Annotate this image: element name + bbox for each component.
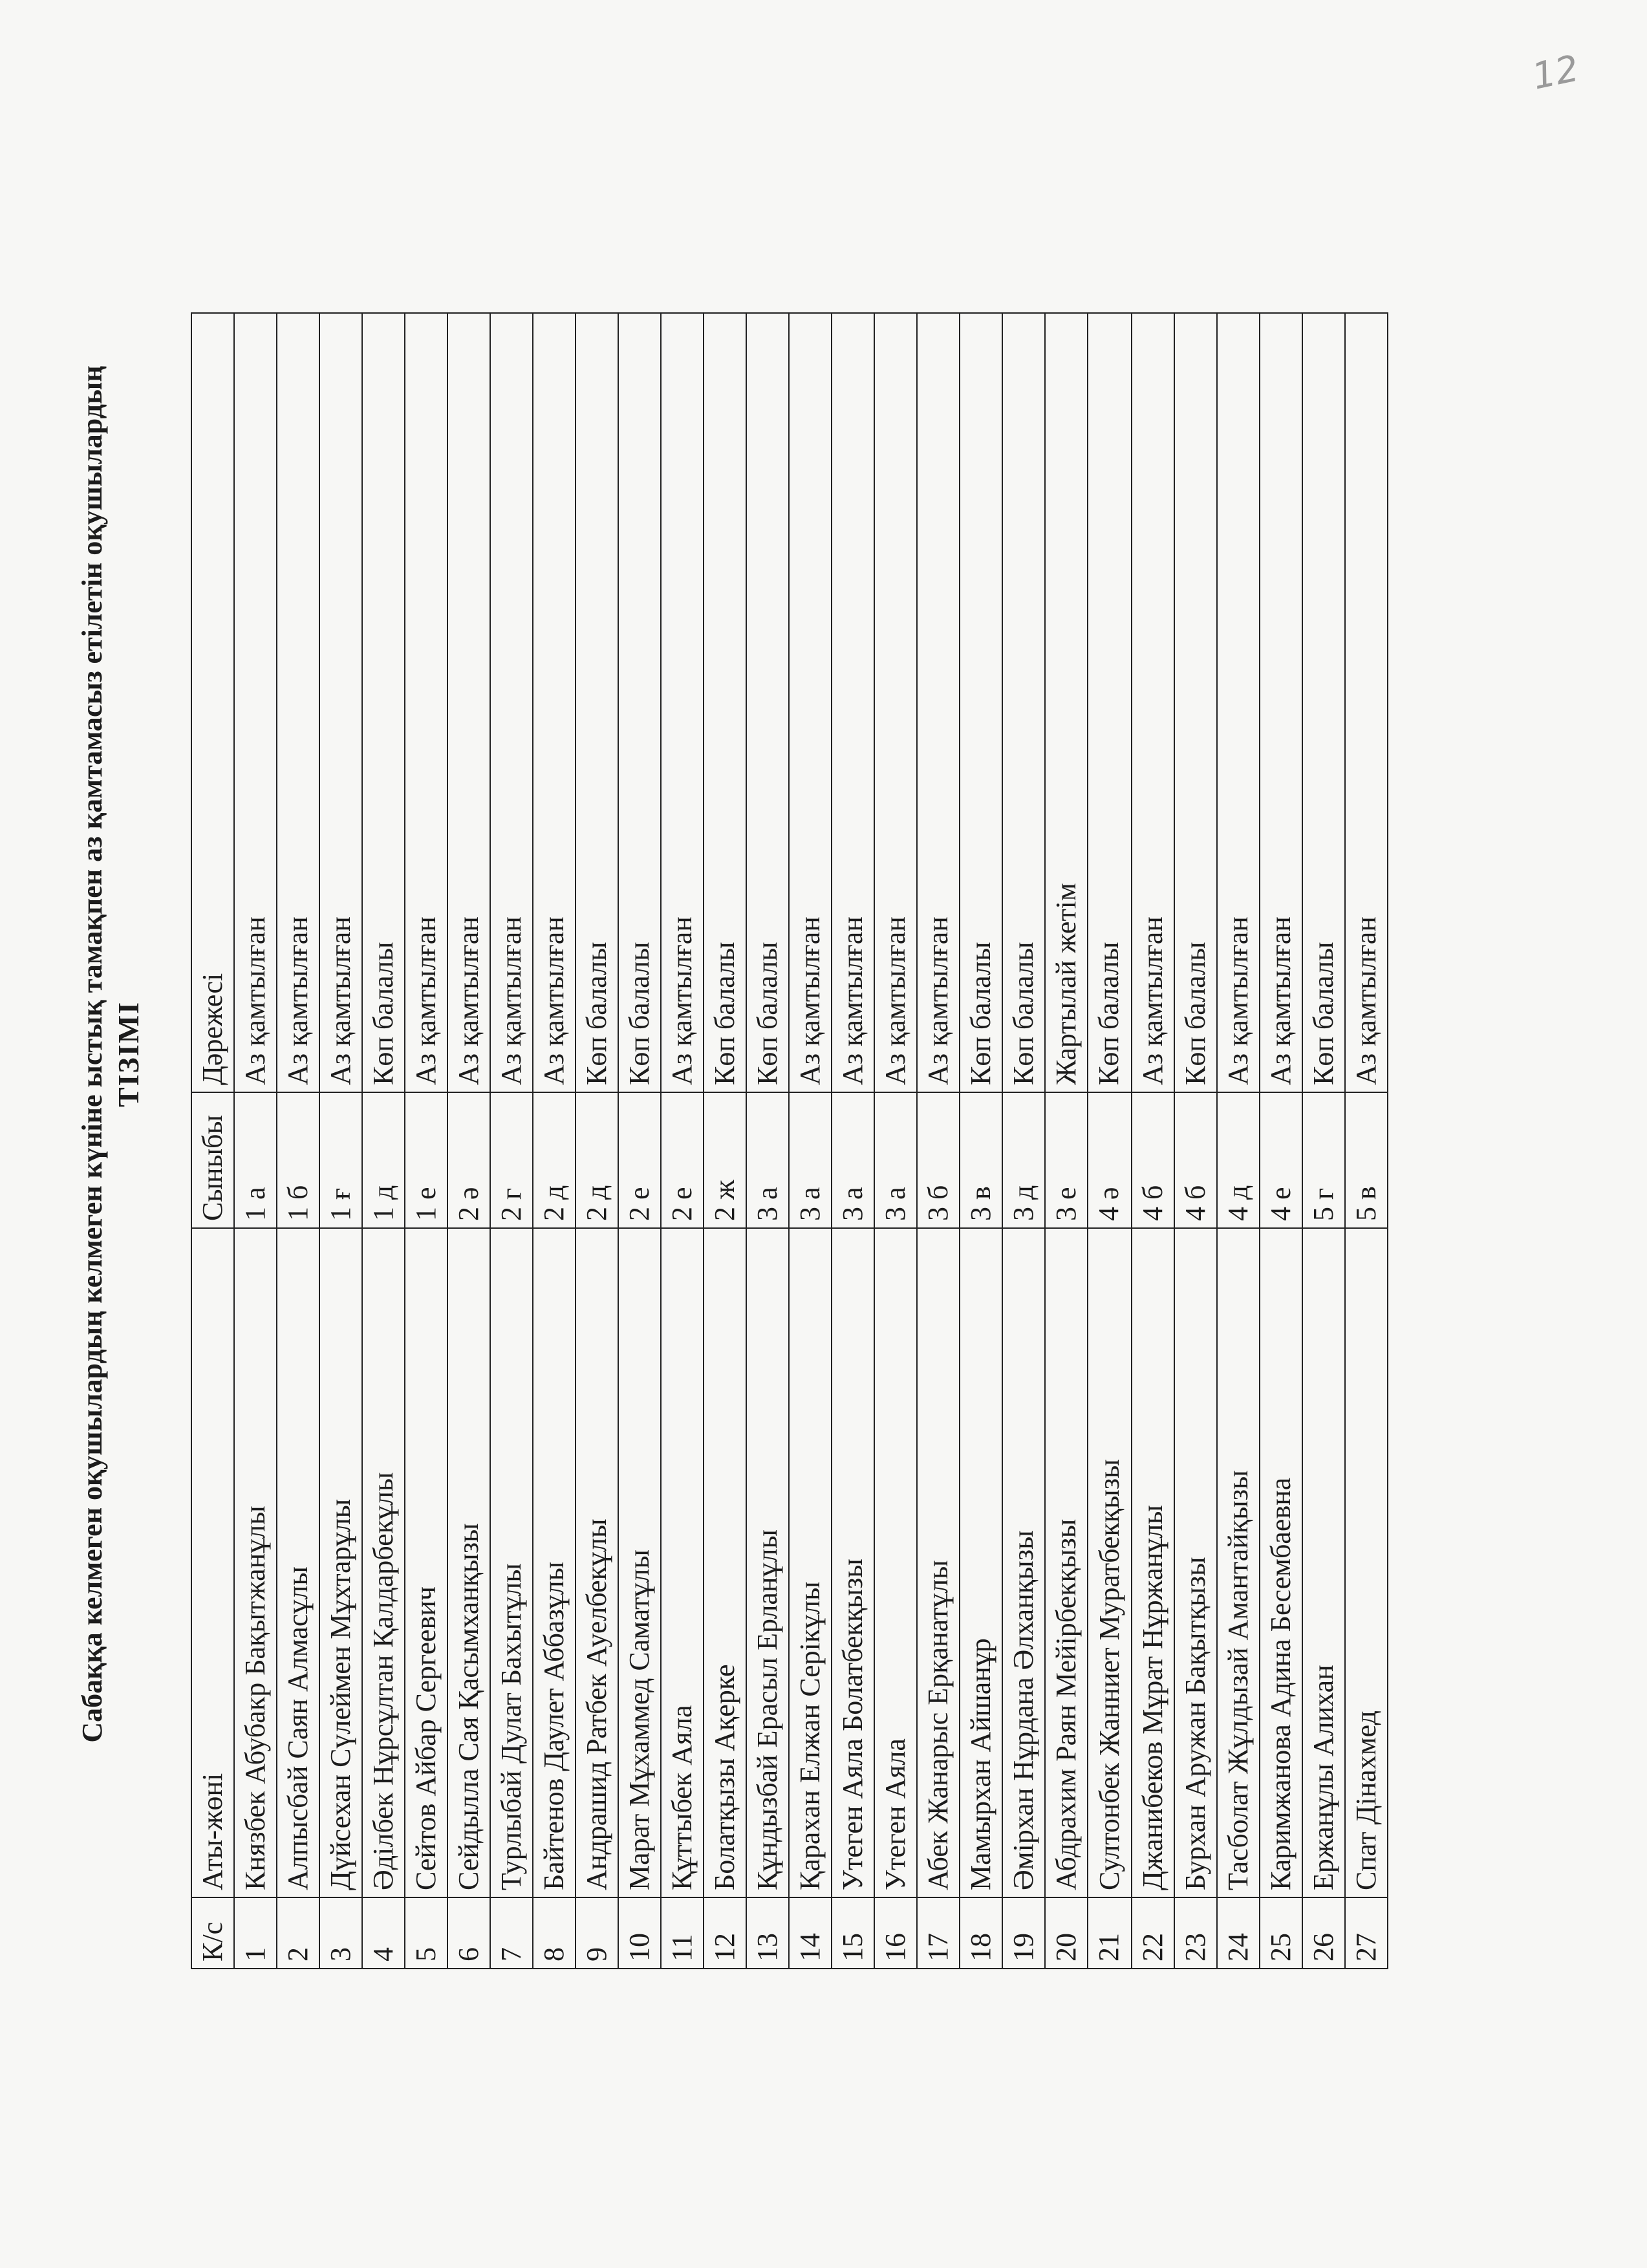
table-row [576,313,618,1969]
cell-number: 27 [1345,1897,1388,1969]
cell-class: 2 е [618,1092,661,1228]
cell-class: 3 а [746,1092,789,1228]
cell-number: 21 [1088,1897,1132,1969]
table-row [1045,313,1088,1969]
table-row [661,313,704,1969]
cell-number: 8 [533,1897,576,1969]
cell-level: Аз қамтылған [917,313,960,1092]
cell-level: Көп балалы [704,313,746,1092]
cell-level: Аз қамтылған [661,313,704,1092]
cell-name: Марат Мұхаммед Саматұлы [618,1228,661,1897]
cell-name: Князбек Абубакр Бақытжанұлы [234,1228,277,1897]
cell-name: Болатқызы Ақерке [704,1228,746,1897]
cell-number: 9 [576,1897,618,1969]
cell-class: 2 г [490,1092,533,1228]
table-row [1302,313,1345,1969]
cell-name: Утеген Аяла Болатбекқызы [832,1228,874,1897]
rotated-document [74,19,1562,2089]
cell-number: 5 [405,1897,447,1969]
header-level: Дәрежесі [191,313,234,1092]
cell-level: Көп балалы [1002,313,1045,1092]
cell-number: 23 [1174,1897,1217,1969]
title-block [74,19,147,2089]
table-row [917,313,960,1969]
cell-level: Көп балалы [1088,313,1132,1092]
cell-name: Сейтов Айбар Сергеевич [405,1228,447,1897]
cell-level: Көп балалы [1174,313,1217,1092]
cell-number: 1 [234,1897,277,1969]
cell-level: Көп балалы [618,313,661,1092]
cell-class: 5 в [1345,1092,1388,1228]
cell-level: Көп балалы [746,313,789,1092]
table-row [1217,313,1260,1969]
cell-level: Аз қамтылған [874,313,917,1092]
table-row [746,313,789,1969]
cell-name: Байтенов Даулет Аббазұлы [533,1228,576,1897]
cell-name: Абдрахим Раян Мейірбекқызы [1045,1228,1088,1897]
cell-name: Қарахан Елжан Серікұлы [789,1228,832,1897]
cell-class: 3 б [917,1092,960,1228]
cell-class: 4 б [1132,1092,1174,1228]
cell-number: 3 [319,1897,362,1969]
cell-name: Алпысбай Саян Алмасұлы [277,1228,319,1897]
cell-number: 4 [362,1897,405,1969]
table-row [618,313,661,1969]
table-row [490,313,533,1969]
cell-class: 3 е [1045,1092,1088,1228]
cell-name: Әмірхан Нұрдана Әлханқызы [1002,1228,1045,1897]
cell-level: Аз қамтылған [1217,313,1260,1092]
table-row [1132,313,1174,1969]
cell-class: 5 г [1302,1092,1345,1228]
cell-class: 1 д [362,1092,405,1228]
cell-level: Аз қамтылған [1260,313,1302,1092]
cell-class: 4 б [1174,1092,1217,1228]
cell-class: 2 е [661,1092,704,1228]
cell-number: 6 [447,1897,490,1969]
cell-name: Турлыбай Дулат Бахытұлы [490,1228,533,1897]
cell-class: 1 а [234,1092,277,1228]
table-row [277,313,319,1969]
cell-number: 17 [917,1897,960,1969]
cell-class: 1 е [405,1092,447,1228]
cell-name: Каримжанова Адина Бесембаевна [1260,1228,1302,1897]
cell-level: Аз қамтылған [490,313,533,1092]
cell-level: Аз қамтылған [533,313,576,1092]
cell-class: 1 ғ [319,1092,362,1228]
students-table [191,312,1388,1969]
table-row [362,313,405,1969]
table-row [234,313,277,1969]
table-row [1002,313,1045,1969]
cell-name: Утеген Аяла [874,1228,917,1897]
cell-level: Көп балалы [1302,313,1345,1092]
cell-level: Аз қамтылған [277,313,319,1092]
header-class: Сыныбы [191,1092,234,1228]
cell-level: Аз қамтылған [1345,313,1388,1092]
cell-name: Тасболат Жұлдызай Амантайқызы [1217,1228,1260,1897]
cell-number: 7 [490,1897,533,1969]
header-name: Аты-жөні [191,1228,234,1897]
table-row [533,313,576,1969]
table-row [704,313,746,1969]
cell-number: 16 [874,1897,917,1969]
cell-number: 26 [1302,1897,1345,1969]
table-row [405,313,447,1969]
cell-level: Көп балалы [960,313,1002,1092]
header-number: К/с [191,1897,234,1969]
document-title: Сабаққа келмеген оқушылардың келмеген күніне ыстық тамақпен аз қамтамасыз етілетін оқушылардың [76,365,108,1743]
cell-level: Аз қамтылған [1132,313,1174,1092]
cell-number: 24 [1217,1897,1260,1969]
table-row [319,313,362,1969]
cell-name: Сейдылла Сая Қасымханқызы [447,1228,490,1897]
cell-class: 1 б [277,1092,319,1228]
cell-level: Жартылай жетім [1045,313,1088,1092]
cell-level: Аз қамтылған [405,313,447,1092]
cell-level: Аз қамтылған [832,313,874,1092]
cell-name: Құндызбай Ерасыл Ерланұлы [746,1228,789,1897]
cell-level: Көп балалы [576,313,618,1092]
table-row [1174,313,1217,1969]
cell-class: 2 ж [704,1092,746,1228]
table-header-row [191,313,234,1969]
cell-number: 15 [832,1897,874,1969]
cell-level: Аз қамтылған [319,313,362,1092]
document-subtitle: ТІЗІМІ [112,1000,145,1108]
cell-class: 2 д [576,1092,618,1228]
cell-name: Абек Жанарыс Ерқанатұлы [917,1228,960,1897]
cell-number: 13 [746,1897,789,1969]
cell-number: 25 [1260,1897,1302,1969]
cell-number: 11 [661,1897,704,1969]
cell-class: 4 е [1260,1092,1302,1228]
page-number-mark: 12 [1529,47,1583,98]
table-row [789,313,832,1969]
table-row [960,313,1002,1969]
table-row [874,313,917,1969]
cell-class: 2 ә [447,1092,490,1228]
cell-level: Көп балалы [362,313,405,1092]
cell-number: 18 [960,1897,1002,1969]
cell-number: 12 [704,1897,746,1969]
cell-level: Аз қамтылған [447,313,490,1092]
table-row [1088,313,1132,1969]
cell-class: 3 д [1002,1092,1045,1228]
cell-class: 4 ә [1088,1092,1132,1228]
cell-number: 22 [1132,1897,1174,1969]
cell-name: Андрашид Ратбек Ауелбекұлы [576,1228,618,1897]
cell-name: Спат Дінахмед [1345,1228,1388,1897]
cell-class: 2 д [533,1092,576,1228]
cell-class: 3 в [960,1092,1002,1228]
cell-name: Султонбек Жанниет Муратбекқызы [1088,1228,1132,1897]
cell-name: Мамырхан Айшанұр [960,1228,1002,1897]
cell-class: 3 а [789,1092,832,1228]
cell-number: 20 [1045,1897,1088,1969]
cell-level: Аз қамтылған [789,313,832,1092]
cell-name: Құттыбек Аяла [661,1228,704,1897]
cell-number: 14 [789,1897,832,1969]
table-row [832,313,874,1969]
cell-name: Әділбек Нұрсұлтан Қалдарбекұлы [362,1228,405,1897]
cell-number: 2 [277,1897,319,1969]
cell-number: 10 [618,1897,661,1969]
cell-level: Аз қамтылған [234,313,277,1092]
cell-name: Дүйсехан Сүлеймен Мұхтарұлы [319,1228,362,1897]
cell-class: 4 д [1217,1092,1260,1228]
cell-class: 3 а [832,1092,874,1228]
cell-class: 3 а [874,1092,917,1228]
table-row [1260,313,1302,1969]
cell-name: Бурхан Аружан Бақытқызы [1174,1228,1217,1897]
cell-name: Ержанұлы Алихан [1302,1228,1345,1897]
cell-number: 19 [1002,1897,1045,1969]
table-row [1345,313,1388,1969]
cell-name: Джанибеков Мұрат Нұржанұлы [1132,1228,1174,1897]
table-row [447,313,490,1969]
